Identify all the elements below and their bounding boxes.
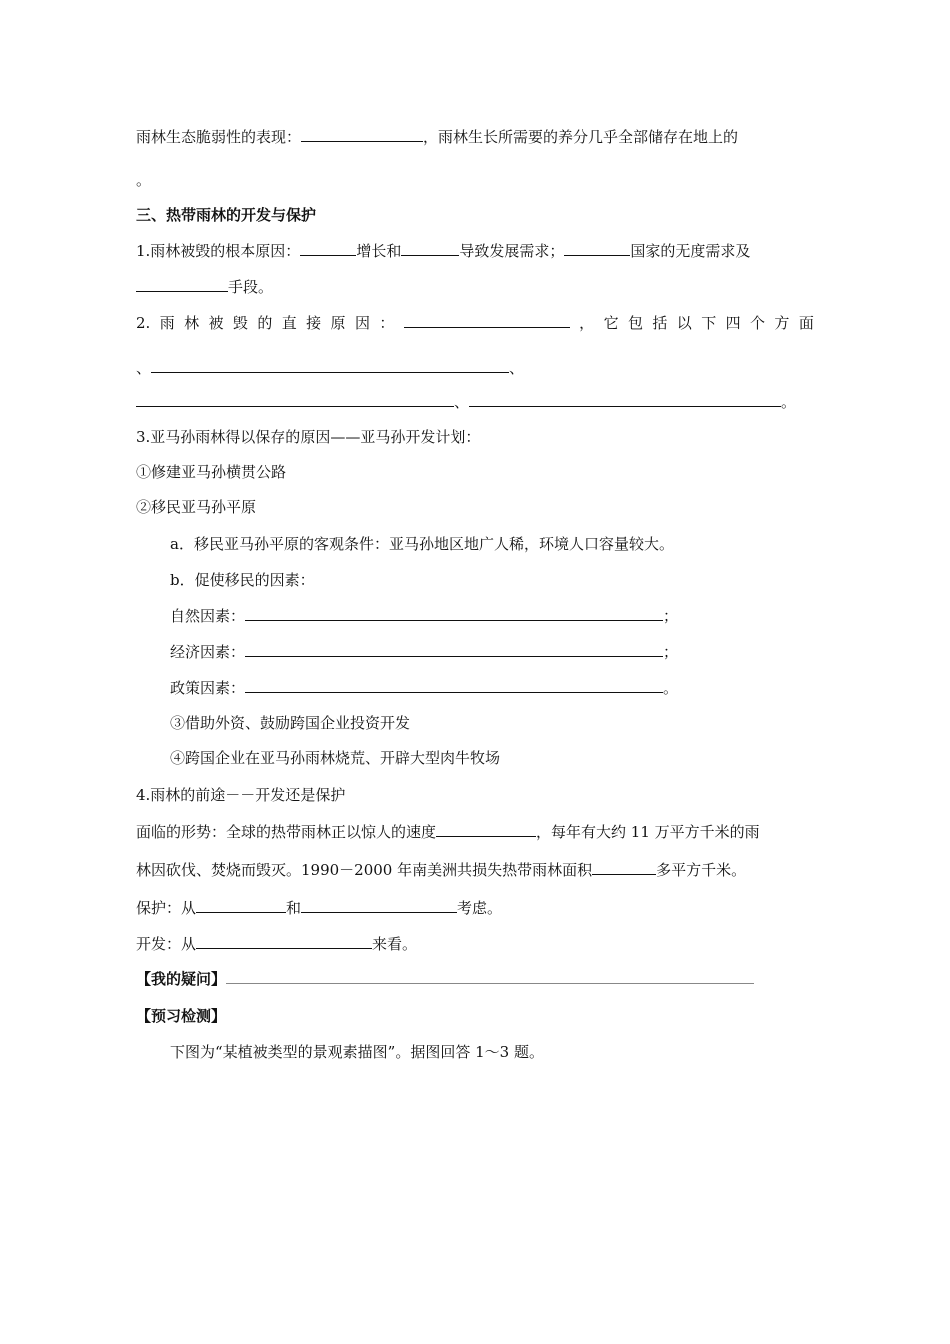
- answer-blank[interactable]: [301, 127, 423, 142]
- list-item: ③借助外资、鼓励跨国企业投资开发: [170, 714, 411, 732]
- answer-blank[interactable]: [245, 678, 663, 693]
- question-1: [136, 241, 750, 261]
- question-number: 2.: [136, 314, 151, 332]
- instruction-text: 下图为“某植被类型的景观素描图”。据图回答 1～3 题。: [170, 1043, 544, 1061]
- text: 。: [136, 171, 152, 189]
- text: 雨林生态脆弱性的表现：: [136, 128, 302, 146]
- char: ：: [379, 314, 395, 332]
- text: 增长和: [356, 242, 402, 260]
- answer-blank[interactable]: [301, 898, 457, 913]
- char: 林: [184, 314, 200, 332]
- char: 被: [208, 314, 224, 332]
- question-3-title: 3.亚马孙雨林得以保存的原因——亚马孙开发计划：: [136, 428, 481, 446]
- char: 四: [725, 314, 741, 332]
- label: 自然因素：: [170, 607, 246, 625]
- label: 保护：从: [136, 899, 197, 917]
- list-item: ④跨国企业在亚马孙雨林烧荒、开辟大型肉牛牧场: [170, 749, 501, 767]
- char: 面: [798, 314, 814, 332]
- protection-line: [136, 898, 502, 918]
- preview-check-heading: 【预习检测】: [136, 1007, 227, 1025]
- fragility-line: [136, 127, 738, 147]
- list-item: b．促使移民的因素：: [170, 571, 315, 589]
- natural-factor-line: [170, 606, 678, 626]
- char: 括: [652, 314, 668, 332]
- label: 经济因素：: [170, 643, 246, 661]
- text: 考虑。: [457, 899, 503, 917]
- answer-blank[interactable]: [151, 358, 509, 373]
- char: 方: [774, 314, 790, 332]
- text: 导致发展需求；: [459, 242, 565, 260]
- answer-blank[interactable]: [564, 241, 630, 256]
- text: 面临的形势：全球的热带雨林正以惊人的速度: [136, 823, 437, 841]
- text: 多平方千米。: [656, 861, 747, 879]
- answer-blank[interactable]: [245, 606, 663, 621]
- answer-blank[interactable]: [404, 313, 570, 328]
- text: 。: [663, 679, 679, 697]
- answer-blank[interactable]: [401, 241, 459, 256]
- text: ，雨林生长所需要的养分几乎全部储存在地上的: [423, 128, 739, 146]
- char: 的: [257, 314, 273, 332]
- answer-blank[interactable]: [300, 241, 356, 256]
- char: 个: [750, 314, 766, 332]
- answer-blank[interactable]: [592, 860, 656, 875]
- label: 开发：从: [136, 935, 197, 953]
- fragility-line-end: [136, 170, 151, 190]
- list-item: a．移民亚马孙平原的客观条件：亚马孙地区地广人稀，环境人口容量较大。: [170, 535, 674, 553]
- heading: 【我的疑问】: [136, 970, 227, 988]
- answer-blank[interactable]: [136, 277, 228, 292]
- list-item: ②移民亚马孙平原: [136, 498, 257, 516]
- answer-blank[interactable]: [469, 392, 781, 407]
- situation-line-2: [136, 860, 746, 880]
- char: 下: [701, 314, 717, 332]
- text: ；: [663, 643, 679, 661]
- text: 手段。: [228, 278, 274, 296]
- text: ，每年有大约 11 万平方千米的雨: [536, 823, 760, 841]
- question-2: [136, 313, 814, 333]
- answer-blank[interactable]: [196, 934, 372, 949]
- char: 接: [306, 314, 322, 332]
- situation-line: [136, 822, 760, 842]
- text: 1.雨林被毁的根本原因：: [136, 242, 301, 260]
- char: ，: [579, 314, 595, 332]
- question-2-line-3: [136, 392, 796, 412]
- question-1-cont: [136, 277, 273, 297]
- text: ；: [663, 607, 679, 625]
- char: 包: [627, 314, 643, 332]
- answer-blank[interactable]: [436, 822, 536, 837]
- text: 林因砍伐、焚烧而毁灭。1990－2000 年南美洲共损失热带雨林面积: [136, 861, 593, 879]
- policy-factor-line: [170, 678, 678, 698]
- answer-blank[interactable]: [245, 642, 663, 657]
- answer-blank[interactable]: [226, 969, 754, 984]
- char: 原: [330, 314, 346, 332]
- char: 因: [354, 314, 370, 332]
- text: 来看。: [372, 935, 418, 953]
- answer-blank[interactable]: [136, 392, 454, 407]
- question-4-title: 4.雨林的前途－－开发还是保护: [136, 786, 346, 804]
- char: 它: [603, 314, 619, 332]
- development-line: [136, 934, 417, 954]
- answer-blank[interactable]: [196, 898, 286, 913]
- char: 以: [676, 314, 692, 332]
- my-questions-line: [136, 969, 754, 989]
- text: 国家的无度需求及: [630, 242, 751, 260]
- text: 、: [136, 359, 152, 377]
- text: 、: [454, 393, 470, 411]
- text: 、: [509, 359, 525, 377]
- section-title: 三、热带雨林的开发与保护: [136, 206, 317, 224]
- text: 。: [781, 393, 797, 411]
- char: 直: [281, 314, 297, 332]
- text: 和: [286, 899, 302, 917]
- economic-factor-line: [170, 642, 678, 662]
- char: 雨: [159, 314, 175, 332]
- question-2-line-2: [136, 358, 524, 378]
- label: 政策因素：: [170, 679, 246, 697]
- list-item: ①修建亚马孙横贯公路: [136, 463, 287, 481]
- char: 毁: [232, 314, 248, 332]
